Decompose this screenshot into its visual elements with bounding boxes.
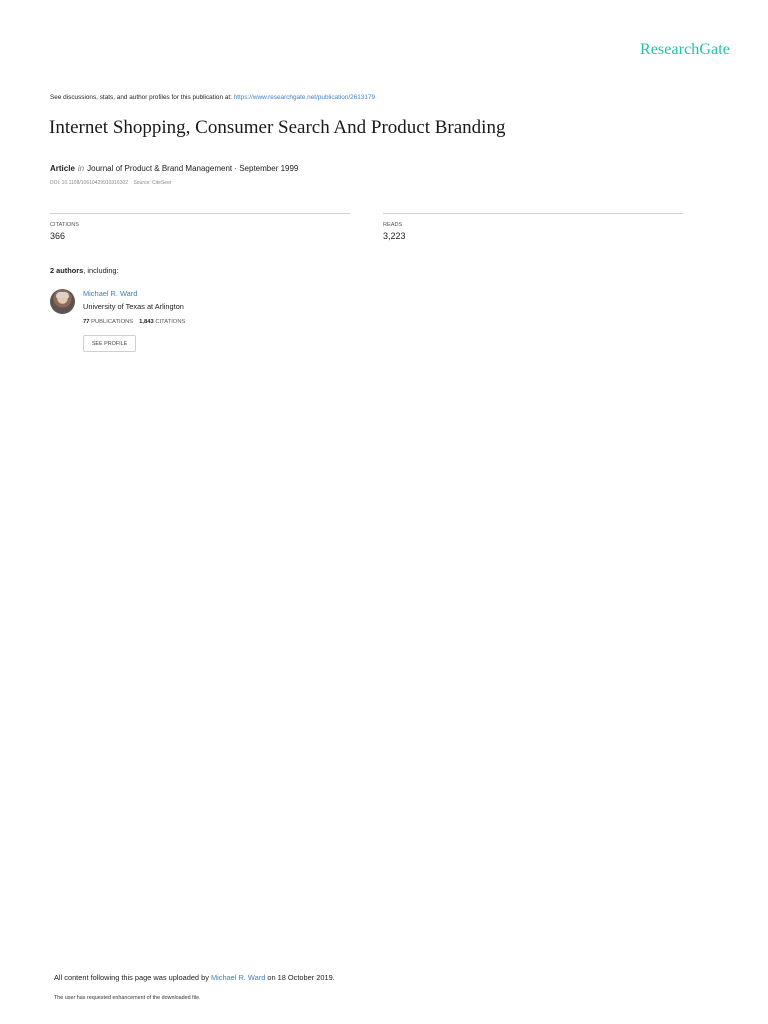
author-citations-label: CITATIONS [155,319,186,325]
citations-value: 366 [50,231,66,241]
authors-count: 2 authors [50,266,84,275]
author-publications-label: PUBLICATIONS [91,319,134,325]
researchgate-logo[interactable]: ResearchGate [639,41,730,58]
avatar-hair [56,292,69,298]
author-institution: University of Texas at Arlington [83,302,184,311]
see-profile-button[interactable]: SEE PROFILE [83,335,136,352]
reads-stat [383,213,683,241]
authors-suffix: , including: [83,266,119,275]
publication-in: in [77,164,85,173]
author-publications-count: 77 [83,319,90,325]
publication-source: Source: CiteSeer [133,180,172,186]
publication-meta [50,164,298,173]
publication-link[interactable]: https://www.researchgate.net/publication/2613179 [233,94,376,101]
upload-author-link[interactable]: Michael R. Ward [210,973,266,982]
upload-note [54,973,335,982]
discussion-prefix: See discussions, stats, and author profiles for this publication at: [50,94,234,101]
publication-doi: DOI: 10.1108/10610429910316302 [50,180,129,186]
citations-stat [50,213,350,241]
journal-and-date: Journal of Product & Brand Management · September 1999 [87,164,299,173]
upload-suffix: on 18 October 2019. [265,973,335,982]
publication-type: Article [50,164,75,173]
publication-title: Internet Shopping, Consumer Search And Product Branding [49,117,506,138]
discussion-line [50,94,375,101]
citations-label: CITATIONS [50,222,80,228]
upload-prefix: All content following this page was uploaded by [54,973,211,982]
reads-label: READS [383,222,403,228]
publication-doi-line [50,180,172,186]
enhancement-note: The user has requested enhancement of the downloaded file. [54,995,201,1001]
author-name[interactable]: Michael R. Ward [83,289,138,298]
authors-heading [50,266,119,275]
reads-value: 3,223 [383,231,406,241]
author-citations-count: 1,843 [139,319,154,325]
author-avatar[interactable] [50,289,75,314]
author-stats [83,319,185,325]
